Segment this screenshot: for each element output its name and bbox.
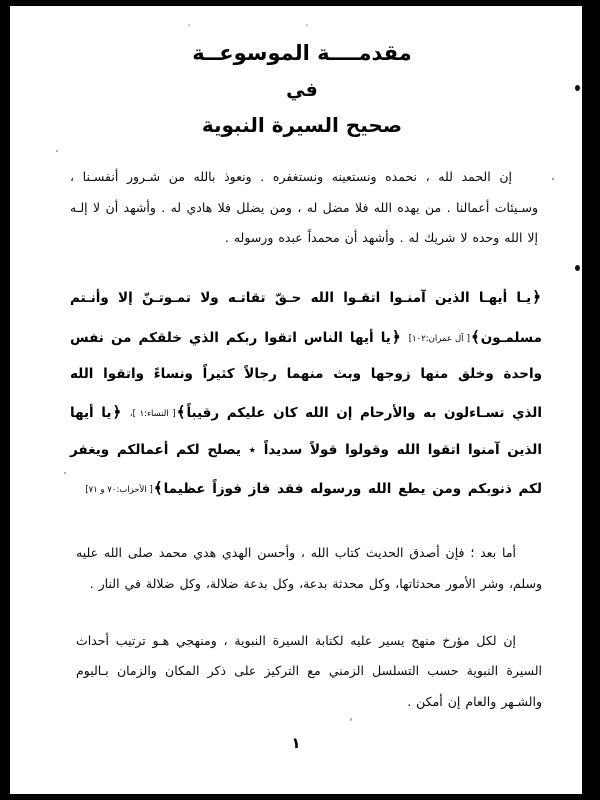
quranic-verses-block [70,278,542,509]
page-title-connector: في [286,79,318,102]
paragraph-methodology: إن لكل مؤرخ منهج يسير عليه لكتابة السيرة النبوية ، ومنهجي هـو ترتيب أحداث السيرة النبوية حسب التسلسل الزمني مع التركيز على ذكر المكان والزمان بـاليوم والشـهر والعام إن أمكن . [76,632,542,709]
scan-artifact-speck [575,85,580,91]
verse-text-an-nisa: يا أيها الناس اتقوا ربكم الذي خلقكم من نفس واحدة وخلق منها زوجها وبث منهما رجالاً كثيراً ونساءً واتقوا الله الذي تسـاءلون به والأرحام إن الله كان عليكم رقيباً [70,329,542,422]
scan-artifact-speck [575,265,580,271]
verse-reference-al-ahzab: [ الأحزاب:٧٠ و ٧١] [85,484,153,495]
verse-bracket-open-icon: ﴿ [532,287,541,306]
paragraph-amma-baad: أما بعد ؛ فإن أصدق الحديث كتاب الله ، وأحسن الهدي هدي محمد صلى الله عليه وسلم، وشر الأمور محدثاتها، وكل محدثة بدعة، وكل بدعة ضلالة، وكل ضلالة في النار . [76,545,542,592]
page-sheet [10,6,582,794]
page-title-subtitle: صحيح السيرة النبوية [201,112,403,137]
page-title-block [62,42,542,136]
verse-bracket-open-icon: ﴿ [112,403,122,422]
page-content-column [62,6,542,794]
verse-bracket-open-icon: ﴿ [391,327,401,346]
verse-reference-an-nisa: [ النساء:١ ] [132,409,176,420]
paragraph-khutbat-al-hajah: إن الحمد لله ، نحمده ونستعينه ونستغفره . ونعوذ بالله من شـرور أنفسـنا ، وسـيئات أعمالنا . من يهده الله فلا مضل له ، ومن يضلل فلا هادي له . وأشهد أن لا إلـه إلا الله وحده لا شريك له . وأشهد أن محمداً عبده ورسوله . [70,168,538,246]
page-number: ١ [291,734,301,752]
verse-bracket-close-icon: ﴾ [176,403,186,422]
page-title-main: مقدمــــة الموسوعــة [192,41,412,65]
verse-bracket-close-icon: ﴾ [470,327,480,346]
verse-text-al-ahzab: يا أيها الذين آمنوا اتقوا الله وقولوا قولاً سديداً ٭ يصلح لكم أعمالكم ويغفر لكم ذنوبكم ومن يطع الله ورسوله فقد فاز فوزاً عظيما [70,405,542,497]
verse-text-al-imran: يـا أيهـا الذين آمنـوا اتقـوا الله حـقّ تقاتـه ولا تمـوتـنّ إلا وأنـتم مسلمـون [70,289,543,346]
scan-artifact-speck [56,150,58,152]
verse-reference-al-imran: [ آل عمران:١٠٢] [408,333,470,344]
verse-separator: ، [129,409,133,420]
verse-bracket-close-icon: ﴾ [153,478,163,497]
scan-artifact-speck [552,178,554,180]
